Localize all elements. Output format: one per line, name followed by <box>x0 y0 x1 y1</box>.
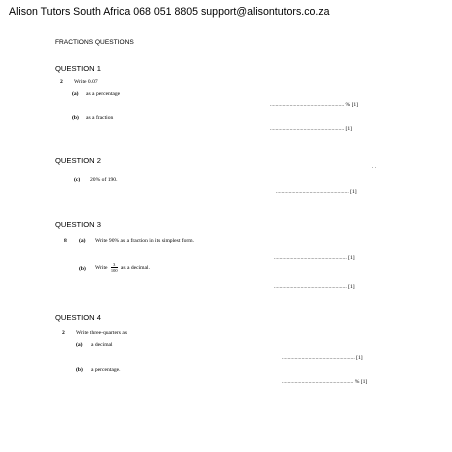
question-1a-label: (a) <box>72 91 79 97</box>
question-1b-label: (b) <box>72 115 79 121</box>
question-2-stray-mark: . . <box>372 164 377 170</box>
fraction-denominator: 100 <box>110 268 118 273</box>
fraction-three-hundredths <box>111 262 118 273</box>
question-3-heading: QUESTION 3 <box>55 220 101 229</box>
question-3b-text-before: Write <box>95 264 108 271</box>
question-3a-text: Write 90% as a fraction in its simplest form. <box>95 238 195 244</box>
question-4b-label: (b) <box>76 367 83 373</box>
question-2-heading: QUESTION 2 <box>55 156 101 165</box>
document-title: FRACTIONS QUESTIONS <box>55 39 134 46</box>
question-1a-answer-line: ..................................................... % [1] <box>270 102 359 108</box>
question-1a-text: as a percentage <box>86 91 121 97</box>
question-3b-text <box>95 262 150 273</box>
question-1-number: 2 <box>60 79 63 85</box>
question-4b-answer-line: ................................................... % [1] <box>282 379 368 385</box>
question-1-prompt: Write 0.07 <box>74 79 98 85</box>
question-3-number: 8 <box>64 238 67 244</box>
question-4b-text: a percentage. <box>91 367 121 373</box>
fraction-numerator: 3 <box>111 262 118 268</box>
question-2c-label: (c) <box>74 177 81 183</box>
question-1b-text: as a fraction <box>86 115 114 121</box>
question-3b-text-after: as a decimal. <box>120 264 150 271</box>
question-1-heading: QUESTION 1 <box>55 64 101 73</box>
question-3b-answer-line: .................................................... [1] <box>274 284 355 290</box>
question-3a-answer-line: .................................................... [1] <box>274 255 355 261</box>
question-3a-label: (a) <box>79 238 86 244</box>
question-2c-answer-line: .................................................... [1] <box>276 189 357 195</box>
question-4-prompt: Write three-quarters as <box>76 330 128 336</box>
question-3b-label: (b) <box>79 266 86 272</box>
question-4a-text: a decimal <box>91 342 113 348</box>
question-4-number: 2 <box>62 330 65 336</box>
question-4a-label: (a) <box>76 342 83 348</box>
question-4-heading: QUESTION 4 <box>55 313 101 322</box>
question-2c-text: 20% of 190. <box>90 177 118 183</box>
page-header: Alison Tutors South Africa 068 051 8805 support@alisontutors.co.za <box>9 6 330 18</box>
question-1b-answer-line: ..................................................... [1] <box>270 126 353 132</box>
question-4a-answer-line: .................................................... [1] <box>282 355 363 361</box>
